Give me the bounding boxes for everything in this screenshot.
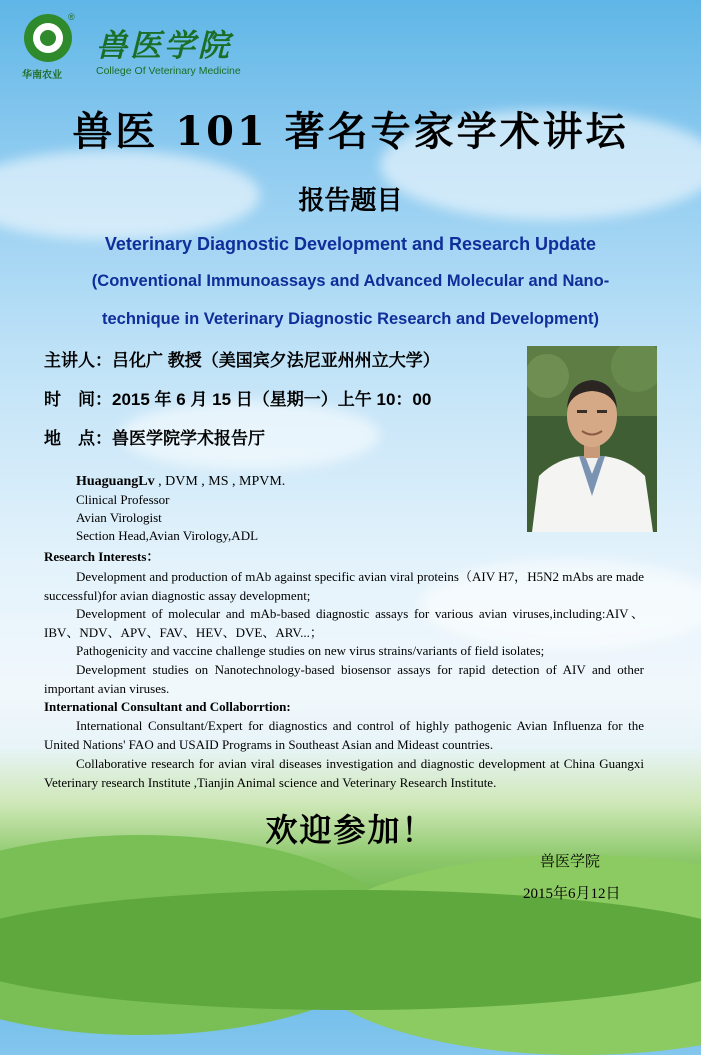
consultant-item: Collaborative research for avian viral diseases investigation and diagnostic development at China Guangxi Veterinary research Institute ,Tianjin Animal science and Veterinary Research Institute. <box>44 756 644 790</box>
research-interests-heading: Research Interests： <box>44 549 160 564</box>
research-item: Development and production of mAb against specific avian viral proteins（AIV H7，H5N2 mAbs are made successful)for avian diagnostic assay development; <box>44 569 644 603</box>
bio-line: Avian Virologist <box>76 510 162 525</box>
university-seal-icon <box>24 14 72 62</box>
signature-org: 兽医学院 <box>540 852 601 870</box>
place-value: 兽医学院学术报告厅 <box>112 429 265 448</box>
speaker-name-text: HuaguangLv <box>76 474 155 489</box>
research-item: Development studies on Nanotechnology-based biosensor assays for rapid detection of AIV and other important avian viruses. <box>44 662 644 696</box>
speaker-value: 吕化广 教授（美国宾夕法尼亚州州立大学） <box>112 351 440 370</box>
logo-college-name-cn: 兽医学院 <box>96 28 232 64</box>
logo-college-name-en: College Of Veterinary Medicine <box>96 65 241 77</box>
place-row <box>44 424 265 449</box>
speaker-label: 主讲人： <box>44 351 112 370</box>
welcome-text: 欢迎参加！ <box>265 811 436 849</box>
speaker-name <box>76 474 285 490</box>
time-row <box>44 385 431 410</box>
logo-school-name: 华南农业 <box>22 70 62 81</box>
bio-line: Clinical Professor <box>76 492 170 507</box>
time-value: 2015 年 6 月 15 日（星期一）上午 10：00 <box>112 390 432 409</box>
bio-line: Section Head,Avian Virology,ADL <box>76 528 259 543</box>
consultant-item: International Consultant/Expert for diagnostics and control of highly pathogenic Avian Influenza for the United Nations' FAO and USAID Programs in Southeast Asian and Mideast countries. <box>44 718 644 752</box>
page-title: 兽医 101 著名专家学术讲坛 <box>72 108 629 155</box>
talk-subtitle-line-2: technique in Veterinary Diagnostic Research and Development) <box>102 310 599 328</box>
speaker-portrait-icon <box>527 346 657 532</box>
speaker-degrees: , DVM , MS , MPVM. <box>154 474 286 489</box>
registered-mark: ® <box>68 12 75 22</box>
report-topic-heading: 报告题目 <box>298 185 403 215</box>
place-label: 地 点： <box>44 429 112 448</box>
research-item: Development of molecular and mAb-based diagnostic assays for various avian viruses,including:AIV、IBV、NDV、APV、FAV、HEV、DVE、ARV...； <box>44 606 644 640</box>
speaker-row <box>44 346 440 371</box>
talk-title: Veterinary Diagnostic Development and Research Update <box>104 234 597 254</box>
consultant-heading: International Consultant and Collaborrtion: <box>44 699 291 714</box>
time-label: 时 间： <box>44 390 112 409</box>
research-item: Pathogenicity and vaccine challenge studies on new virus strains/variants of field isolates; <box>76 643 545 658</box>
talk-subtitle-line-1: (Conventional Immunoassays and Advanced Molecular and Nano- <box>91 272 610 290</box>
signature-date: 2015年6月12日 <box>523 886 621 902</box>
green-hill-decoration <box>0 890 701 1010</box>
